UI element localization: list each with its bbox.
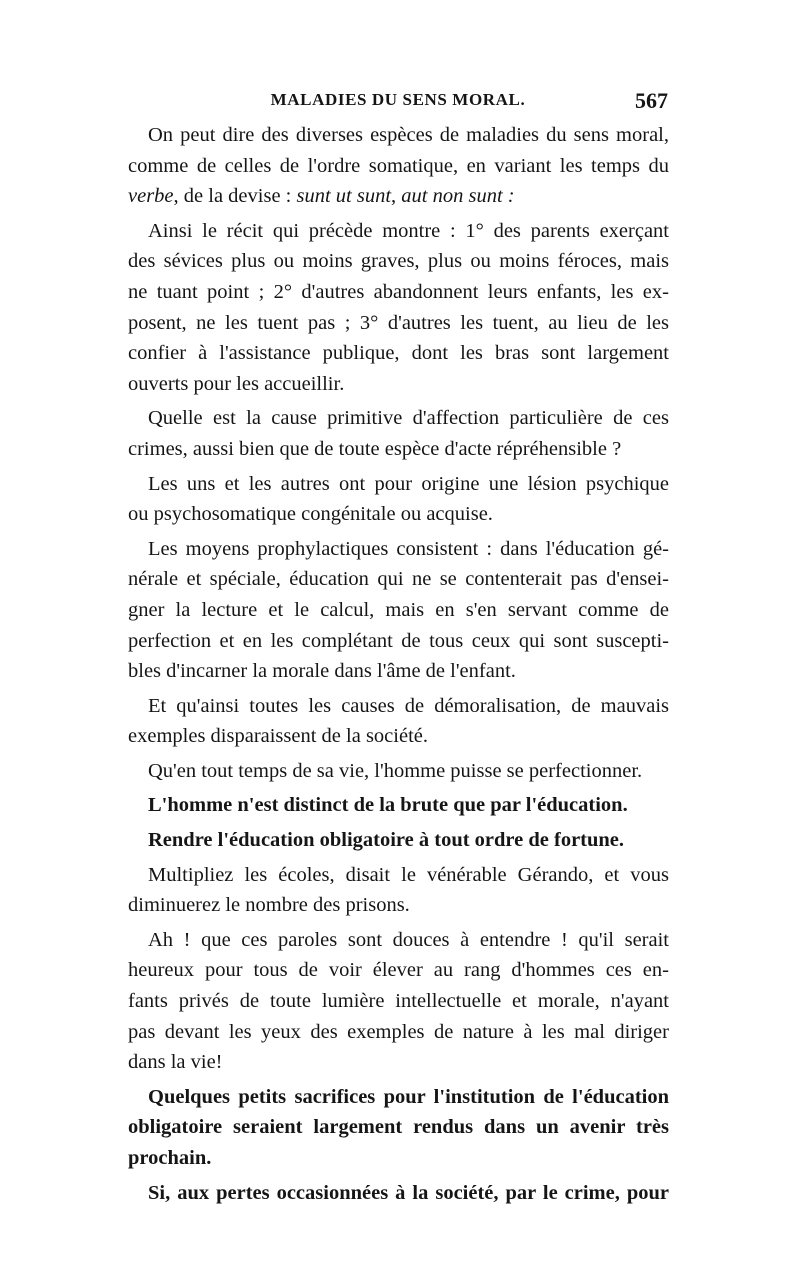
text-line: Multipliez les écoles, disait le vénérable Gérando, et vous xyxy=(148,863,669,886)
text-line: Quelle est la cause primitive d'affection particulière de ces xyxy=(148,407,669,430)
text-line: Les uns et les autres ont pour origine une lésion psychique xyxy=(148,472,669,495)
page-number: 567 xyxy=(635,88,668,113)
running-head xyxy=(128,88,668,118)
text-line: ouverts pour les accueillir. xyxy=(128,372,345,395)
text-run: , xyxy=(391,185,402,208)
paragraph xyxy=(128,120,669,212)
text-line: perfection et en les complétant de tous ceux qui sont suscepti- xyxy=(128,629,669,652)
text-line: diminuerez le nombre des prisons. xyxy=(128,894,410,917)
paragraph xyxy=(128,756,669,787)
paragraph xyxy=(128,534,669,687)
paragraph xyxy=(128,216,669,400)
text-line: comme de celles de l'ordre somatique, en variant les temps du xyxy=(128,154,669,177)
latin-motto: aut non sunt : xyxy=(401,185,515,208)
text-line: Ainsi le récit qui précède montre : 1° des parents exerçant xyxy=(148,219,669,242)
latin-motto: sunt ut sunt xyxy=(296,185,392,208)
text-line: gner la lecture et le calcul, mais en s'en servant comme de xyxy=(128,598,669,621)
text-line xyxy=(128,181,669,212)
text-line: posent, ne les tuent pas ; 3° d'autres les tuent, au lieu de les xyxy=(128,311,669,334)
text-line: exemples disparaissent de la société. xyxy=(128,725,428,748)
text-line: bles d'incarner la morale dans l'âme de l'enfant. xyxy=(128,660,516,683)
paragraph xyxy=(128,825,669,856)
text-line: L'homme n'est distinct de la brute que par l'éducation. xyxy=(148,794,628,817)
text-line: pas devant les yeux des exemples de nature à les mal diriger xyxy=(128,1020,669,1043)
text-line: des sévices plus ou moins graves, plus ou moins féroces, mais xyxy=(128,250,669,273)
text-line: ou psychosomatique congénitale ou acquise. xyxy=(128,503,493,526)
paragraph xyxy=(128,790,669,821)
text-line: Ah ! que ces paroles sont douces à entendre ! qu'il serait xyxy=(148,928,669,951)
italic-word: verbe xyxy=(128,185,174,208)
text-line: Rendre l'éducation obligatoire à tout ordre de fortune. xyxy=(148,829,625,852)
text-line: Les moyens prophylactiques consistent : dans l'éducation gé- xyxy=(148,537,669,560)
text-line: ne tuant point ; 2° d'autres abandonnent leurs enfants, les ex- xyxy=(128,280,669,303)
paragraph xyxy=(128,1178,669,1209)
text-line: dans la vie! xyxy=(128,1051,223,1074)
text-line: On peut dire des diverses espèces de maladies du sens moral, xyxy=(148,124,669,146)
running-title: MALADIES DU SENS MORAL. xyxy=(270,90,526,109)
text-line: Quelques petits sacrifices pour l'institution de l'éducation xyxy=(148,1085,669,1108)
paragraph xyxy=(128,925,669,1078)
paragraph xyxy=(128,860,669,921)
text-line: Qu'en tout temps de sa vie, l'homme puisse se perfectionner. xyxy=(148,759,643,782)
paragraph xyxy=(128,469,669,530)
text-line: crimes, aussi bien que de toute espèce d'acte répréhensible ? xyxy=(128,437,622,460)
text-line: heureux pour tous de voir élever au rang d'hommes ces en- xyxy=(128,959,669,982)
paragraph xyxy=(128,691,669,752)
text-line: confier à l'assistance publique, dont les bras sont largement xyxy=(128,342,669,365)
text-line: fants privés de toute lumière intellectuelle et morale, n'ayant xyxy=(128,990,669,1013)
text-line: Si, aux pertes occasionnées à la société, par le crime, pour xyxy=(148,1181,669,1204)
text-line: Et qu'ainsi toutes les causes de démoralisation, de mauvais xyxy=(148,694,669,717)
text-run: , de la devise : xyxy=(173,185,297,208)
body-text xyxy=(128,120,669,1212)
text-line: prochain. xyxy=(128,1147,212,1169)
text-line: nérale et spéciale, éducation qui ne se contenterait pas d'ensei- xyxy=(128,568,669,591)
text-line: obligatoire seraient largement rendus dans un avenir très xyxy=(128,1116,669,1139)
paragraph xyxy=(128,1082,669,1174)
paragraph xyxy=(128,403,669,464)
